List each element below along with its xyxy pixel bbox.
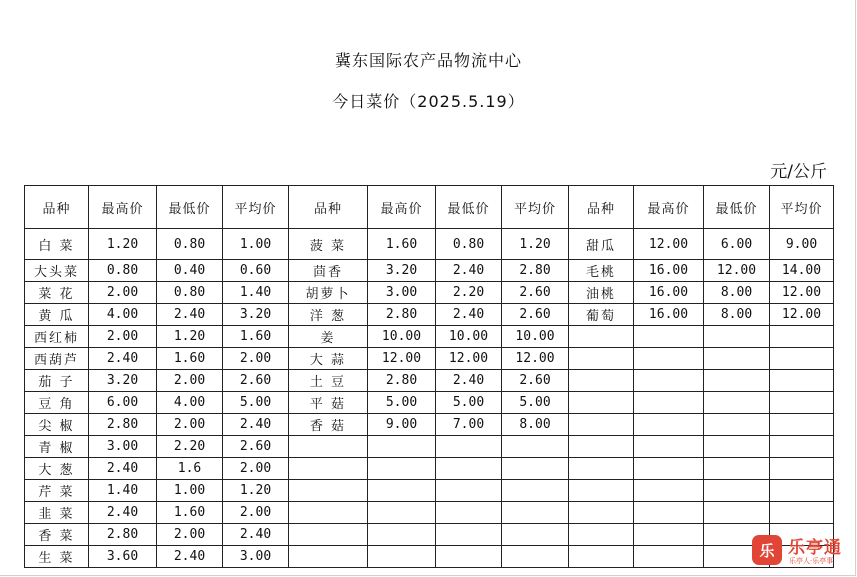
variety-cell	[289, 480, 368, 502]
variety-cell	[569, 502, 634, 524]
price-cell	[502, 436, 569, 458]
price-cell	[634, 392, 704, 414]
price-cell	[436, 546, 502, 568]
price-cell: 2.80	[368, 370, 436, 392]
price-cell: 3.20	[223, 304, 289, 326]
variety-cell: 香 菜	[25, 524, 89, 546]
variety-cell: 毛桃	[569, 260, 634, 282]
price-cell: 16.00	[634, 260, 704, 282]
price-cell: 0.80	[157, 229, 223, 260]
column-header: 品种	[289, 186, 368, 229]
variety-cell: 菜 花	[25, 282, 89, 304]
price-cell	[770, 348, 834, 370]
variety-cell: 韭 菜	[25, 502, 89, 524]
price-cell: 10.00	[436, 326, 502, 348]
price-cell: 0.40	[157, 260, 223, 282]
price-cell	[368, 502, 436, 524]
price-cell: 12.00	[436, 348, 502, 370]
price-cell: 9.00	[770, 229, 834, 260]
price-cell	[704, 414, 770, 436]
variety-cell: 黄 瓜	[25, 304, 89, 326]
variety-cell	[289, 502, 368, 524]
price-cell: 2.80	[502, 260, 569, 282]
variety-cell: 甜瓜	[569, 229, 634, 260]
column-header: 最低价	[704, 186, 770, 229]
price-cell: 2.00	[157, 524, 223, 546]
price-cell: 1.40	[223, 282, 289, 304]
price-cell: 1.20	[223, 480, 289, 502]
price-cell	[634, 480, 704, 502]
price-cell: 2.40	[436, 260, 502, 282]
price-cell	[436, 480, 502, 502]
price-cell	[770, 370, 834, 392]
price-cell: 12.00	[770, 282, 834, 304]
watermark-logo	[752, 533, 848, 569]
price-cell: 3.00	[368, 282, 436, 304]
table-row	[25, 370, 834, 392]
price-cell	[634, 414, 704, 436]
price-cell: 2.60	[502, 370, 569, 392]
column-header: 品种	[569, 186, 634, 229]
price-cell	[704, 326, 770, 348]
table-body	[25, 229, 834, 568]
price-cell	[634, 348, 704, 370]
price-cell: 2.80	[89, 414, 157, 436]
variety-cell	[289, 436, 368, 458]
price-cell	[770, 326, 834, 348]
price-cell: 7.00	[436, 414, 502, 436]
price-cell: 2.40	[157, 304, 223, 326]
variety-cell: 白 菜	[25, 229, 89, 260]
price-cell: 16.00	[634, 304, 704, 326]
table-header-row	[25, 186, 834, 229]
price-cell	[502, 480, 569, 502]
price-cell: 1.6	[157, 458, 223, 480]
price-cell	[368, 480, 436, 502]
variety-cell: 大 葱	[25, 458, 89, 480]
column-header: 平均价	[502, 186, 569, 229]
price-cell	[770, 480, 834, 502]
price-cell	[770, 414, 834, 436]
price-cell: 3.60	[89, 546, 157, 568]
column-header: 平均价	[223, 186, 289, 229]
price-cell: 2.40	[436, 304, 502, 326]
column-header: 最高价	[634, 186, 704, 229]
price-cell: 1.60	[368, 229, 436, 260]
price-cell: 2.00	[223, 348, 289, 370]
price-cell: 5.00	[223, 392, 289, 414]
table-row	[25, 229, 834, 260]
price-cell: 2.60	[223, 436, 289, 458]
price-cell: 12.00	[704, 260, 770, 282]
price-cell: 8.00	[704, 304, 770, 326]
price-cell: 2.00	[157, 370, 223, 392]
price-cell: 2.80	[89, 524, 157, 546]
price-cell: 2.00	[157, 414, 223, 436]
variety-cell: 西红柿	[25, 326, 89, 348]
price-cell	[502, 458, 569, 480]
price-cell	[770, 392, 834, 414]
variety-cell: 洋 葱	[289, 304, 368, 326]
price-cell: 1.00	[157, 480, 223, 502]
price-cell: 1.40	[89, 480, 157, 502]
variety-cell: 大 蒜	[289, 348, 368, 370]
price-cell: 2.60	[502, 304, 569, 326]
price-cell	[368, 546, 436, 568]
price-cell: 3.00	[223, 546, 289, 568]
price-cell: 4.00	[157, 392, 223, 414]
variety-cell: 油桃	[569, 282, 634, 304]
variety-cell	[289, 458, 368, 480]
price-cell	[436, 524, 502, 546]
variety-cell: 青 椒	[25, 436, 89, 458]
price-cell: 2.40	[223, 524, 289, 546]
table-row	[25, 304, 834, 326]
price-cell: 2.40	[223, 414, 289, 436]
variety-cell	[289, 546, 368, 568]
price-cell: 0.80	[157, 282, 223, 304]
price-cell: 2.00	[89, 282, 157, 304]
price-cell	[436, 502, 502, 524]
price-cell: 14.00	[770, 260, 834, 282]
price-cell	[634, 326, 704, 348]
table-row	[25, 502, 834, 524]
price-cell: 2.60	[223, 370, 289, 392]
variety-cell	[569, 524, 634, 546]
price-cell: 2.00	[89, 326, 157, 348]
price-cell: 3.20	[368, 260, 436, 282]
variety-cell: 葡萄	[569, 304, 634, 326]
column-header: 最低价	[436, 186, 502, 229]
price-cell: 1.60	[157, 502, 223, 524]
table-row	[25, 414, 834, 436]
price-cell: 8.00	[704, 282, 770, 304]
price-cell: 0.60	[223, 260, 289, 282]
variety-cell: 胡萝卜	[289, 282, 368, 304]
table-row	[25, 436, 834, 458]
price-cell	[368, 524, 436, 546]
price-cell: 3.00	[89, 436, 157, 458]
logo-badge-icon: 乐	[752, 535, 782, 565]
price-cell	[502, 524, 569, 546]
price-cell: 2.20	[157, 436, 223, 458]
price-cell	[770, 458, 834, 480]
price-cell	[368, 458, 436, 480]
column-header: 平均价	[770, 186, 834, 229]
price-cell: 2.00	[223, 458, 289, 480]
document-title: 冀东国际农产品物流中心	[334, 51, 522, 70]
price-cell	[436, 458, 502, 480]
price-cell: 2.40	[157, 546, 223, 568]
table-row	[25, 348, 834, 370]
price-cell	[634, 502, 704, 524]
price-cell: 6.00	[704, 229, 770, 260]
variety-cell: 芹 菜	[25, 480, 89, 502]
price-cell: 4.00	[89, 304, 157, 326]
price-cell: 5.00	[368, 392, 436, 414]
table-row	[25, 458, 834, 480]
price-cell: 2.40	[89, 502, 157, 524]
price-cell: 2.80	[368, 304, 436, 326]
price-cell: 1.20	[157, 326, 223, 348]
column-header: 品种	[25, 186, 89, 229]
price-table	[24, 185, 834, 568]
variety-cell: 菠 菜	[289, 229, 368, 260]
price-cell: 12.00	[502, 348, 569, 370]
price-cell: 10.00	[502, 326, 569, 348]
price-cell: 2.40	[89, 458, 157, 480]
variety-cell: 茴香	[289, 260, 368, 282]
price-cell: 8.00	[502, 414, 569, 436]
price-cell	[704, 348, 770, 370]
price-cell: 16.00	[634, 282, 704, 304]
variety-cell: 茄 子	[25, 370, 89, 392]
price-cell	[436, 436, 502, 458]
table-row	[25, 524, 834, 546]
variety-cell	[289, 524, 368, 546]
price-cell: 1.20	[89, 229, 157, 260]
table-row	[25, 282, 834, 304]
price-cell: 0.80	[436, 229, 502, 260]
variety-cell	[569, 458, 634, 480]
price-cell: 12.00	[770, 304, 834, 326]
variety-cell	[569, 546, 634, 568]
price-cell: 2.00	[223, 502, 289, 524]
document-subtitle: 今日菜价（2025.5.19）	[332, 92, 525, 111]
variety-cell: 西葫芦	[25, 348, 89, 370]
logo-name: 乐亭通	[788, 538, 842, 558]
variety-cell: 土 豆	[289, 370, 368, 392]
variety-cell	[569, 392, 634, 414]
variety-cell	[569, 436, 634, 458]
variety-cell	[569, 326, 634, 348]
price-cell: 5.00	[436, 392, 502, 414]
variety-cell: 生 菜	[25, 546, 89, 568]
variety-cell: 姜	[289, 326, 368, 348]
price-cell: 9.00	[368, 414, 436, 436]
column-header: 最高价	[368, 186, 436, 229]
price-cell	[634, 458, 704, 480]
price-cell: 1.20	[502, 229, 569, 260]
table-row	[25, 326, 834, 348]
price-cell: 10.00	[368, 326, 436, 348]
price-cell	[704, 436, 770, 458]
table-row	[25, 480, 834, 502]
variety-cell: 豆 角	[25, 392, 89, 414]
variety-cell	[569, 480, 634, 502]
variety-cell: 香 菇	[289, 414, 368, 436]
logo-tagline: 乐亭人·乐亭事	[789, 557, 834, 565]
price-cell	[634, 546, 704, 568]
price-cell	[704, 480, 770, 502]
price-cell: 12.00	[368, 348, 436, 370]
price-cell	[770, 436, 834, 458]
variety-cell	[569, 348, 634, 370]
price-cell: 6.00	[89, 392, 157, 414]
price-cell: 2.40	[436, 370, 502, 392]
table-row	[25, 546, 834, 568]
price-cell: 2.60	[502, 282, 569, 304]
price-cell	[368, 436, 436, 458]
price-cell	[634, 370, 704, 392]
variety-cell: 平 菇	[289, 392, 368, 414]
column-header: 最低价	[157, 186, 223, 229]
variety-cell: 大头菜	[25, 260, 89, 282]
variety-cell	[569, 370, 634, 392]
variety-cell	[569, 414, 634, 436]
price-cell: 5.00	[502, 392, 569, 414]
price-cell: 1.60	[223, 326, 289, 348]
variety-cell: 尖 椒	[25, 414, 89, 436]
price-cell: 1.60	[157, 348, 223, 370]
price-cell: 0.80	[89, 260, 157, 282]
price-cell: 3.20	[89, 370, 157, 392]
price-cell: 1.00	[223, 229, 289, 260]
table-row	[25, 260, 834, 282]
column-header: 最高价	[89, 186, 157, 229]
table-row	[25, 392, 834, 414]
unit-label: 元/公斤	[770, 162, 827, 182]
price-cell	[502, 546, 569, 568]
price-cell: 2.20	[436, 282, 502, 304]
price-cell	[704, 458, 770, 480]
price-cell	[704, 392, 770, 414]
price-cell	[502, 502, 569, 524]
price-cell: 12.00	[634, 229, 704, 260]
price-cell	[704, 502, 770, 524]
price-cell: 2.40	[89, 348, 157, 370]
price-cell	[704, 370, 770, 392]
price-cell	[634, 436, 704, 458]
price-cell	[770, 502, 834, 524]
price-cell	[634, 524, 704, 546]
